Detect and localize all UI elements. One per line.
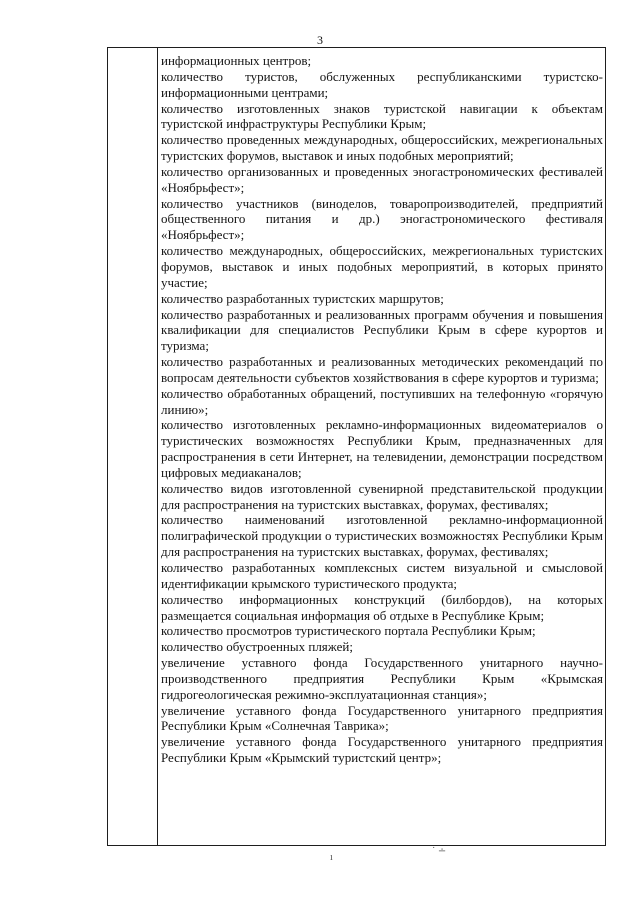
list-item: количество просмотров туристического портала Республики Крым; [161,623,536,639]
list-item: количество разработанных и реализованных программ обучения и повышения квалификации для специалистов Республики Крым в сфере курортов и туризма; [161,306,603,354]
list-item: количество разработанных и реализованных методических рекомендаций по вопросам деятельности субъектов хозяйствования в сфере курортов и туризма; [161,354,603,385]
list-item: количество туристов, обслуженных республиканскими туристско-информационными центрами; [161,68,603,100]
list-item: количество разработанных комплексных систем визуальной и смысловой идентификации крымского туристического продукта; [161,560,603,591]
table-left-cell [108,48,157,845]
column-divider [157,48,158,845]
page-number: 3 [317,33,323,47]
list-item: количество изготовленных знаков туристской навигации к объектам туристской инфраструктуры Республики Крым; [161,100,603,132]
scan-artifact-mark: ˙ ∸ [432,846,447,857]
document-table [107,47,606,846]
list-item: информационных центров; [161,53,312,68]
list-item: количество обработанных обращений, поступивших на телефонную «горячую линию»; [161,385,603,417]
scan-artifact-mark: ı [330,852,333,863]
list-item: увеличение уставного фонда Государственного унитарного предприятия Республики Крым «Крымский туристский центр»; [161,734,603,766]
list-item: количество обустроенных пляжей; [161,639,353,655]
list-item: количество видов изготовленной сувенирной представительской продукции для распространения на туристских выставках, форумах, фестивалях; [161,480,603,512]
list-item: количество изготовленных рекламно-информационных видеоматериалов о туристических возможностях Республики Крым, предназначенных для распространения в сети Интернет, на телевидении, демонстрации посредством цифровых медиаканалов; [161,417,603,480]
indicators-list [161,53,603,766]
list-item: увеличение уставного фонда Государственного унитарного предприятия Республики Крым «Солнечная Таврика»; [161,702,603,734]
list-item: количество участников (виноделов, товаропроизводителей, предприятий общественного питания и др.) эногастрономического фестиваля «Ноябрьфест»; [161,195,603,243]
list-item: увеличение уставного фонда Государственного унитарного научно-производственного предприятия Республики Крым «Крымская гидрогеологическая режимно-эксплуатационная станция»; [161,655,603,702]
list-item: количество разработанных туристских маршрутов; [161,290,444,306]
list-item: количество организованных и проведенных эногастрономических фестивалей «Ноябрьфест»; [161,163,603,195]
list-item: количество информационных конструкций (билбордов), на которых размещается социальная информация об отдыхе в Республике Крым; [161,591,603,623]
list-item: количество проведенных международных, общероссийских, межрегиональных туристских форумов, выставок и иных подобных мероприятий; [161,132,603,164]
list-item: количество международных, общероссийских, межрегиональных туристских форумов, выставок и иных подобных мероприятий, в которых принято участие; [161,243,603,290]
list-item: количество наименований изготовленной рекламно-информационной полиграфической продукции о туристических возможностях Республики Крым для распространения на туристских выставках, форумах, фестивалях; [161,512,603,560]
